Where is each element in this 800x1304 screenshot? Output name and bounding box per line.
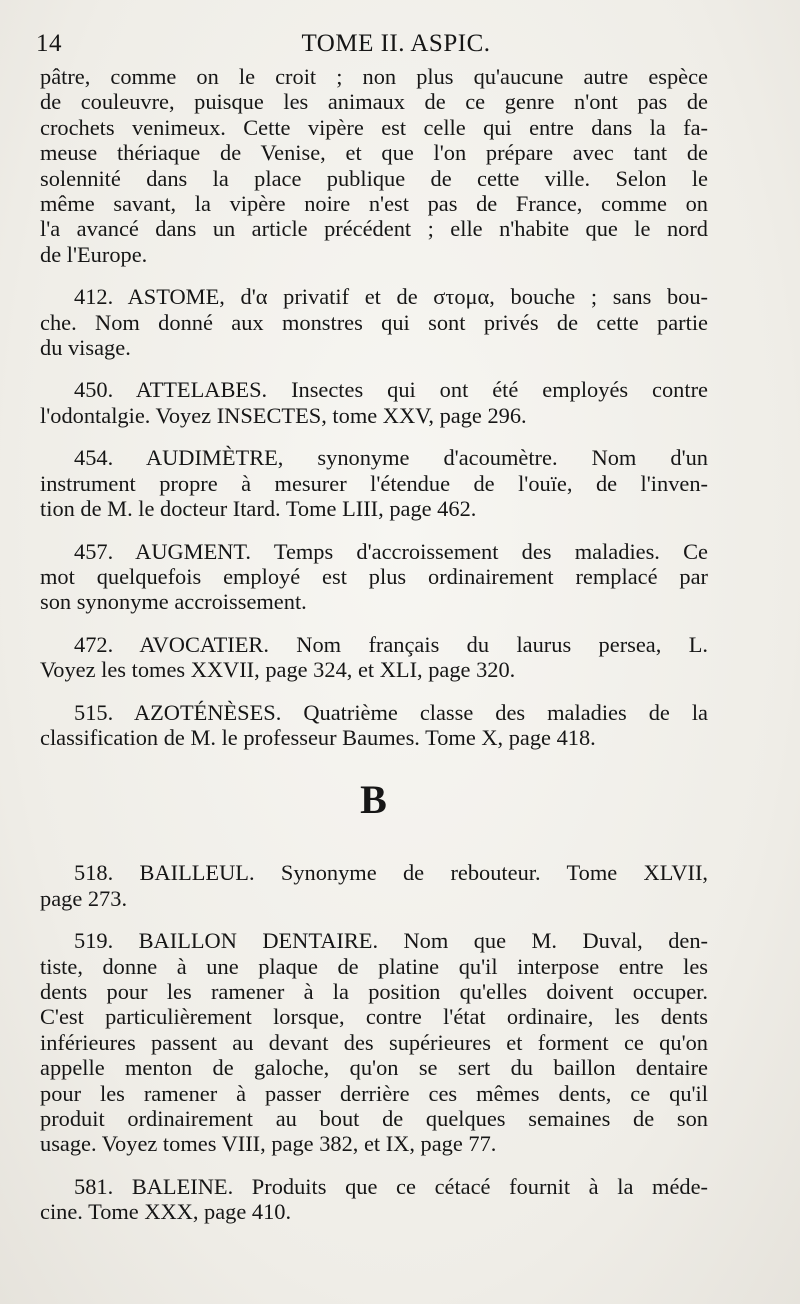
entry-baleine [40, 1174, 708, 1225]
text-line: l'a avancé dans un article précédent ; elle n'habite que le nord [40, 216, 708, 242]
text-line: pâtre, comme on le croit ; non plus qu'aucune autre espèce [40, 64, 708, 89]
entry-astome [40, 284, 708, 360]
text-line: meuse thériaque de Venise, et que l'on prépare avec tant de [40, 140, 708, 166]
section-letter: B [360, 777, 388, 823]
text-line: 454. AUDIMÈTRE, synonyme d'acoumètre. Nom d'un [74, 445, 708, 471]
page-body [40, 64, 708, 1242]
text-line: mot quelquefois employé est plus ordinairement remplacé par [40, 563, 708, 589]
text-line: l'odontalgie. Voyez INSECTES, tome XXV, page 296. [40, 402, 527, 428]
text-line: tion de M. le docteur Itard. Tome LIII, page 462. [40, 496, 477, 522]
running-title: TOME II. ASPIC. [301, 30, 491, 57]
text-line: solennité dans la place publique de cette ville. Selon le [40, 165, 708, 191]
text-line: même savant, la vipère noire n'est pas de France, comme on [40, 191, 708, 217]
text-line: appelle menton de galoche, qu'on se sert du baillon dentaire [40, 1055, 708, 1081]
entry-augment [40, 539, 708, 615]
text-line: crochets venimeux. Cette vipère est celle qui entre dans la fa- [40, 114, 708, 140]
text-line: 519. BAILLON DENTAIRE. Nom que M. Duval, den- [74, 928, 708, 954]
entry-avocatier [40, 632, 708, 683]
text-line: 515. AZOTÉNÈSES. Quatrième classe des maladies de la [74, 699, 708, 725]
entry-audimetre [40, 445, 708, 521]
entry-bailleul [40, 860, 708, 911]
page-number: 14 [36, 30, 62, 57]
entry-attelabes [40, 377, 708, 428]
text-line: C'est particulièrement lorsque, contre l'état ordinaire, les dents [40, 1004, 708, 1030]
text-line: instrument propre à mesurer l'étendue de l'ouïe, de l'inven- [40, 470, 708, 496]
text-line: 518. BAILLEUL. Synonyme de rebouteur. Tome XLVII, [74, 860, 708, 886]
text-line: 472. AVOCATIER. Nom français du laurus persea, L. [74, 631, 708, 657]
page-header [36, 30, 756, 66]
entry-azoteneses [40, 700, 708, 751]
text-line: son synonyme accroissement. [40, 589, 307, 615]
text-line: cine. Tome XXX, page 410. [40, 1199, 292, 1225]
text-line: du visage. [40, 335, 131, 361]
text-line: tiste, donne à une plaque de platine qu'il interpose entre les [40, 953, 708, 979]
entry-baillon-dentaire [40, 928, 708, 1157]
text-line: pour les ramener à passer derrière ces mêmes dents, ce qu'il [40, 1080, 708, 1106]
text-line: page 273. [40, 885, 128, 911]
text-line: 581. BALEINE. Produits que ce cétacé fournit à la méde- [74, 1173, 708, 1199]
text-line: de couleuvre, puisque les animaux de ce genre n'ont pas de [40, 89, 708, 115]
continuation-paragraph [40, 64, 708, 267]
text-line: 450. ATTELABES. Insectes qui ont été employés contre [74, 377, 708, 403]
text-line: produit ordinairement au bout de quelques semaines de son [40, 1106, 708, 1131]
text-line: inférieures passent au devant des supérieures et forment ce qu'on [40, 1029, 708, 1055]
text-line: usage. Voyez tomes VIII, page 382, et IX, page 77. [40, 1131, 497, 1157]
text-line: 412. ASTOME, d'α privatif et de στομα, bouche ; sans bou- [74, 284, 708, 310]
text-line: Voyez les tomes XXVII, page 324, et XLI, page 320. [40, 657, 516, 683]
text-line: che. Nom donné aux monstres qui sont privés de cette partie [40, 309, 708, 335]
text-line: dents pour les ramener à la position qu'elles doivent occuper. [40, 978, 708, 1004]
text-line: 457. AUGMENT. Temps d'accroissement des maladies. Ce [74, 538, 708, 564]
text-line: de l'Europe. [40, 241, 148, 267]
text-line: classification de M. le professeur Baumes. Tome X, page 418. [40, 724, 596, 750]
